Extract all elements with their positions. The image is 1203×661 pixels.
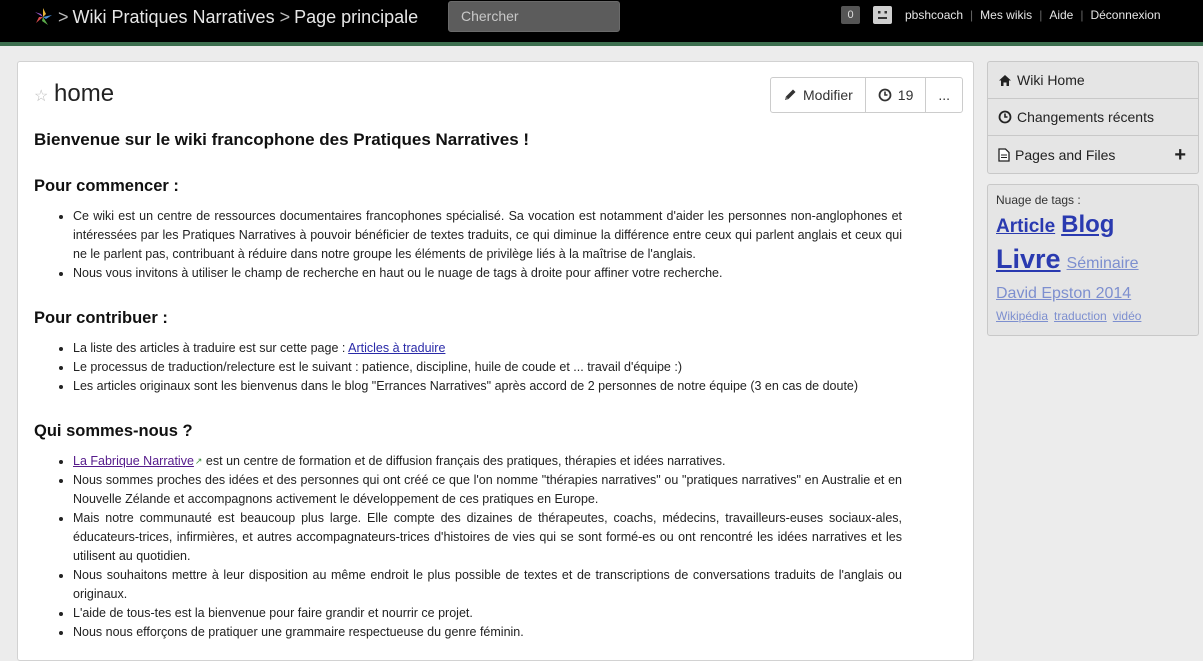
user-links: pbshcoach | Mes wikis | Aide | Déconnexion (905, 8, 1161, 22)
page-title: home (54, 80, 115, 107)
tag-link[interactable]: Wikipédia (996, 309, 1049, 323)
tag-link[interactable]: Blog (1061, 211, 1115, 238)
home-icon (998, 74, 1012, 87)
section-heading: Pour commencer : (34, 177, 179, 195)
breadcrumb-page[interactable]: Page principale (294, 7, 419, 27)
list-item: • Nous vous invitons à utiliser le champ de recherche en haut ou le nuage de tags à droite pour affiner votre recherche. (73, 264, 902, 283)
tag-link[interactable]: Article (996, 216, 1056, 237)
clock-icon (998, 110, 1012, 124)
list-item: • Nous sommes proches des idées et des personnes qui ont créé ce que l'on nomme "thérapies narratives" ou "pratiques narratives" en Australie et en Nouvelle Zélande et accompagnons activement le développement de ces pratiques en Europe. (73, 471, 902, 509)
wikispaces-logo-icon[interactable] (33, 7, 53, 27)
fabrique-narrative-link[interactable]: La Fabrique Narrative (73, 454, 194, 468)
articles-to-translate-link[interactable]: Articles à traduire (348, 341, 446, 355)
tag-link[interactable]: Séminaire (1066, 255, 1139, 272)
sidebar-item-recent-changes[interactable] (988, 99, 1198, 136)
notification-badge[interactable]: 0 (841, 6, 860, 24)
more-actions-label: ... (938, 87, 951, 103)
sidebar-nav (987, 61, 1199, 174)
list-item (73, 452, 902, 471)
more-actions-button[interactable] (926, 78, 962, 112)
search-input[interactable]: Chercher (448, 1, 620, 32)
list-item: • Les articles originaux sont les bienvenus dans le blog "Errances Narratives" après accord de 2 personnes de notre équipe (3 en cas de doute) (73, 377, 902, 396)
my-wikis-link[interactable]: Mes wikis (980, 8, 1033, 22)
list-item: • Mais notre communauté est beaucoup plus large. Elle compte des dizaines de thérapeutes, coachs, médecins, travailleurs-euses sociaux-ales, éducateurs-trices, infirmières, et autres accompagnateurs-trices d'histoires de vies qui se sont formé-es ou ont rencontré les idées narratives et les utilisent au quotidien. (73, 509, 902, 566)
username-link[interactable]: pbshcoach (905, 8, 964, 22)
tag-link[interactable]: David Epston 2014 (996, 285, 1132, 302)
tag-link[interactable]: Livre (996, 244, 1061, 274)
tag-link[interactable]: traduction (1054, 309, 1107, 323)
list-item: • Nous nous efforçons de pratiquer une grammaire respectueuse du genre féminin. (73, 623, 902, 642)
welcome-heading: Bienvenue sur le wiki francophone des Pratiques Narratives ! (34, 130, 530, 149)
edit-button[interactable] (771, 78, 866, 112)
sidebar-item-label: Changements récents (1017, 109, 1154, 125)
avatar[interactable] (873, 6, 892, 24)
main-content-panel (17, 61, 974, 661)
section-list (34, 207, 902, 283)
section-heading: Pour contribuer : (34, 309, 168, 327)
external-link-icon: ↗ (194, 456, 203, 466)
top-bar (0, 0, 1203, 42)
section-list (34, 339, 902, 396)
breadcrumb (58, 7, 418, 27)
list-item: • L'aide de tous-tes est la bienvenue pour faire grandir et nourrir ce projet. (73, 604, 902, 623)
clock-icon (878, 88, 892, 102)
list-item: • Le processus de traduction/relecture est le suivant : patience, discipline, huile de coude et ... travail d'équipe :) (73, 358, 902, 377)
sidebar (987, 61, 1199, 336)
breadcrumb-separator: > (279, 7, 291, 27)
tag-link[interactable]: vidéo (1112, 309, 1142, 323)
section-heading: Qui sommes-nous ? (34, 422, 193, 440)
list-item: • Ce wiki est un centre de ressources documentaires francophones spécialisé. Sa vocation est notamment d'aider les personnes non-anglophones et intéressées par les Pratiques Narratives à pouvoir bénéficier de textes traduits, ce qui diminue la différence entre ceux qui parlent anglais et ceux qui ne le parlent pas, contribuant à réduire dans notre groupe les éléments de privilège liés à la maîtrise de l'anglais. (73, 207, 902, 264)
logout-link[interactable]: Déconnexion (1090, 8, 1161, 22)
history-count: 19 (897, 87, 914, 103)
favorite-star-icon[interactable]: ☆ (34, 88, 49, 105)
sidebar-item-wiki-home[interactable] (988, 62, 1198, 99)
breadcrumb-wiki-link[interactable]: Wiki Pratiques Narratives (72, 7, 275, 27)
section-list (34, 452, 902, 642)
tag-cloud (987, 184, 1199, 336)
edit-button-label: Modifier (803, 87, 853, 103)
page-body (34, 130, 902, 642)
add-page-icon[interactable]: + (1174, 144, 1186, 166)
page-actions (770, 77, 963, 113)
sidebar-item-label: Wiki Home (1017, 72, 1085, 88)
pencil-icon (783, 88, 797, 102)
accent-stripe (0, 42, 1203, 46)
breadcrumb-separator: > (58, 7, 69, 27)
list-item (73, 339, 902, 358)
list-item-text: est un centre de formation et de diffusion français des pratiques, thérapies et idées narratives. (202, 454, 726, 468)
help-link[interactable]: Aide (1049, 8, 1074, 22)
tag-cloud-label: Nuage de tags : (996, 193, 1081, 207)
avatar-face-icon (873, 6, 892, 24)
sidebar-item-pages-and-files[interactable] (988, 136, 1198, 173)
history-button[interactable] (866, 78, 927, 112)
list-item: • Nous souhaitons mettre à leur disposition au même endroit le plus possible de textes et de transcriptions de conversations traduits de l'anglais ou originaux. (73, 566, 902, 604)
list-item-text: La liste des articles à traduire est sur cette page : (73, 341, 349, 355)
file-icon (998, 148, 1010, 162)
sidebar-item-label: Pages and Files (1015, 146, 1116, 163)
